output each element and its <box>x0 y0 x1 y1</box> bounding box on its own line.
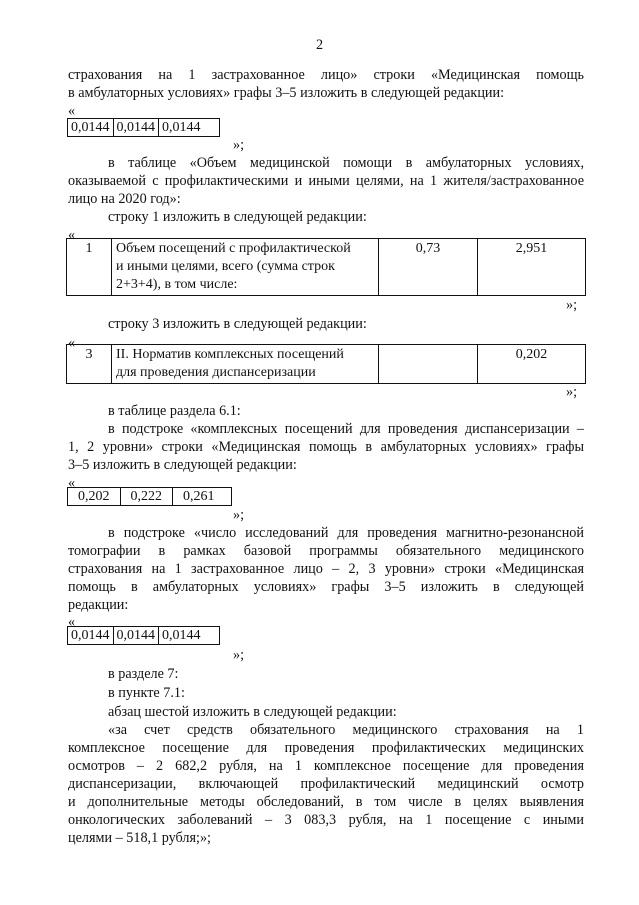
value-cell: 0,0144 <box>113 627 159 645</box>
row-name-cell <box>112 239 379 296</box>
close-quote: »; <box>233 137 245 153</box>
row-value-cell: 0,73 <box>379 239 478 296</box>
paragraph-line: лицо на 2020 год»: <box>68 191 181 207</box>
value-cell: 0,0144 <box>113 119 159 137</box>
row-number: 1 <box>67 239 112 296</box>
paragraph-line: и дополнительные методы обследований, в том числе в целях выявления <box>68 794 584 810</box>
paragraph-line: в амбулаторных условиях» графы 3–5 изложить в следующей редакции: <box>68 85 505 101</box>
open-quote: « <box>68 103 76 119</box>
value-cell: 0,0144 <box>68 627 114 645</box>
value-cell: 0,0144 <box>68 119 114 137</box>
page-number: 2 <box>315 37 324 53</box>
paragraph-line: целями – 518,1 рубля;»; <box>68 830 211 846</box>
row-name-line: и иными целями, всего (сумма строк <box>116 259 335 274</box>
row-value-cell: 0,202 <box>478 345 586 384</box>
open-quote: « <box>68 227 76 243</box>
paragraph-line: редакции: <box>68 597 129 613</box>
row-number: 3 <box>67 345 112 384</box>
value-cell: 0,222 <box>120 488 173 506</box>
paragraph-line: «за счет средств обязательного медицинского страхования на 1 <box>108 722 584 738</box>
row-value-cell <box>379 345 478 384</box>
close-quote: »; <box>566 384 578 400</box>
paragraph-line: помощь в амбулаторных условиях» графы 3–5 изложить в следующей <box>68 579 584 595</box>
table-row-1 <box>66 238 586 296</box>
values-table-2 <box>67 487 232 506</box>
paragraph-line: страхования на 1 застрахованное лицо – 2, 3 уровни» строки «Медицинская <box>68 561 584 577</box>
values-table-3 <box>67 626 220 645</box>
paragraph-line: осмотров – 2 682,2 рубля, на 1 комплексное посещение для проведения <box>68 758 584 774</box>
paragraph-line: абзац шестой изложить в следующей редакции: <box>108 704 397 720</box>
paragraph-line: строку 1 изложить в следующей редакции: <box>108 209 367 225</box>
values-table-1 <box>67 118 220 137</box>
open-quote: « <box>68 614 76 630</box>
value-cell: 0,0144 <box>159 627 220 645</box>
row-value-cell: 2,951 <box>478 239 586 296</box>
open-quote: « <box>68 335 76 351</box>
value-cell: 0,261 <box>173 488 232 506</box>
close-quote: »; <box>233 507 245 523</box>
paragraph-line: страхования на 1 застрахованное лицо» строки «Медицинская помощь <box>68 67 584 83</box>
open-quote: « <box>68 475 76 491</box>
paragraph-line: 1, 2 уровни» строки «Медицинская помощь в амбулаторных условиях» графы <box>68 439 584 455</box>
paragraph-line: строку 3 изложить в следующей редакции: <box>108 316 367 332</box>
close-quote: »; <box>566 297 578 313</box>
paragraph-line: в подстроке «комплексных посещений для проведения диспансеризации – <box>108 421 584 437</box>
paragraph-line: томографии в рамках базовой программы обязательного медицинского <box>68 543 584 559</box>
paragraph-line: оказываемой с профилактическими и иными целями, на 1 жителя/застрахованное <box>68 173 584 189</box>
paragraph-line: в таблице раздела 6.1: <box>108 403 241 419</box>
row-name-line: 2+3+4), в том числе: <box>116 277 238 292</box>
paragraph-line: в пункте 7.1: <box>108 685 185 701</box>
paragraph-line: онкологических заболеваний – 3 083,3 рубля, на 1 посещение с иными <box>68 812 584 828</box>
table-row-3 <box>66 344 586 384</box>
close-quote: »; <box>233 647 245 663</box>
value-cell: 0,0144 <box>159 119 220 137</box>
paragraph-line: в таблице «Объем медицинской помощи в амбулаторных условиях, <box>108 155 584 171</box>
row-name-cell <box>112 345 379 384</box>
row-name-line: II. Норматив комплексных посещений <box>116 347 344 362</box>
paragraph-line: в подстроке «число исследований для проведения магнитно-резонансной <box>108 525 584 541</box>
paragraph-line: 3–5 изложить в следующей редакции: <box>68 457 297 473</box>
value-cell: 0,202 <box>68 488 121 506</box>
row-name-line: для проведения диспансеризации <box>116 365 316 380</box>
paragraph-line: в разделе 7: <box>108 666 179 682</box>
row-name-line: Объем посещений с профилактической <box>116 241 351 256</box>
paragraph-line: комплексное посещение для проведения профилактических медицинских <box>68 740 584 756</box>
paragraph-line: диспансеризации, включающей профилактический медицинский осмотр <box>68 776 584 792</box>
